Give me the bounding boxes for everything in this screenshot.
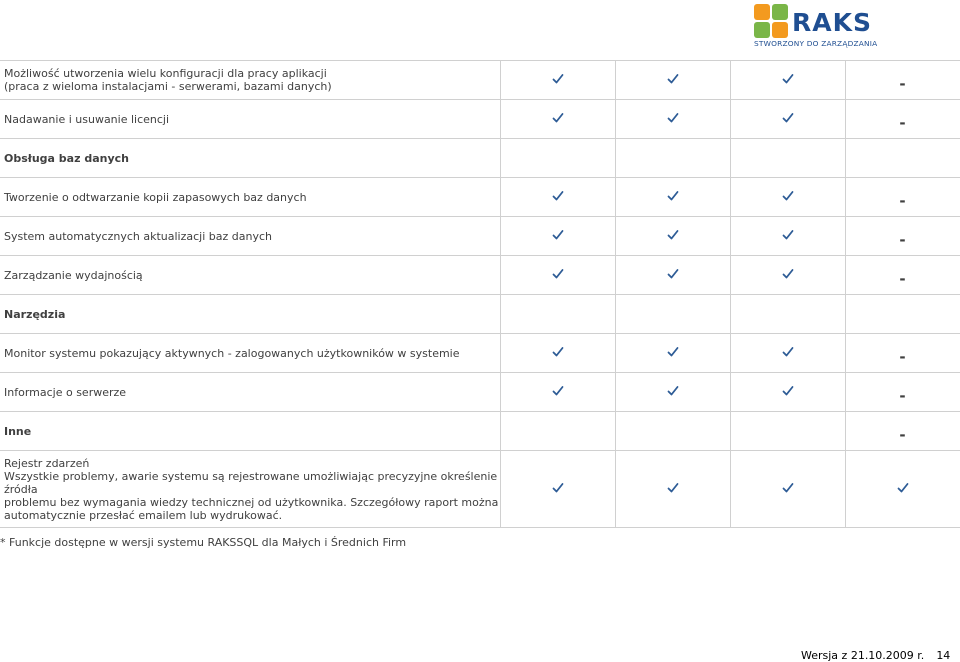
availability-cell <box>845 295 960 334</box>
check-icon <box>782 73 794 88</box>
feature-label-line: Informacje o serwerze <box>4 385 127 399</box>
availability-cell <box>615 256 730 295</box>
feature-label-line: Możliwość utworzenia wielu konfiguracji dla pracy aplikacji <box>4 67 327 80</box>
availability-cell <box>500 217 615 256</box>
availability-cell <box>845 139 960 178</box>
not-available-mark: - <box>899 192 906 210</box>
feature-label-line: (praca z wieloma instalacjami - serwerami, bazami danych) <box>4 80 332 93</box>
table-row <box>0 217 960 256</box>
availability-cell <box>500 334 615 373</box>
check-icon <box>667 268 679 283</box>
availability-cell <box>845 256 960 295</box>
table-row <box>0 451 960 528</box>
section-heading: Obsługa baz danych <box>0 139 500 178</box>
table-row <box>0 100 960 139</box>
page-number: 14 <box>936 649 951 662</box>
feature-comparison-table <box>0 60 960 528</box>
availability-cell <box>615 61 730 100</box>
page-footer <box>801 649 950 662</box>
availability-cell <box>730 256 845 295</box>
availability-cell <box>845 100 960 139</box>
availability-cell <box>730 61 845 100</box>
availability-cell <box>615 178 730 217</box>
feature-label-line: Rejestr zdarzeń <box>4 456 90 470</box>
availability-cell <box>845 61 960 100</box>
availability-cell <box>730 100 845 139</box>
not-available-mark: - <box>899 270 906 288</box>
raks-logo <box>752 2 908 50</box>
availability-cell <box>500 100 615 139</box>
feature-label-line: Monitor systemu pokazujący aktywnych - zalogowanych użytkowników w systemie <box>4 346 460 360</box>
not-available-mark: - <box>899 231 906 249</box>
feature-label <box>0 256 500 295</box>
check-icon <box>897 482 909 497</box>
check-icon <box>667 112 679 127</box>
check-icon <box>552 482 564 497</box>
availability-cell <box>730 139 845 178</box>
feature-label <box>0 61 500 100</box>
feature-label-line: automatycznie przesłać emailem lub wydrukować. <box>4 508 283 522</box>
section-row <box>0 139 960 178</box>
not-available-mark: - <box>899 75 906 93</box>
check-icon <box>552 385 564 400</box>
check-icon <box>782 346 794 361</box>
availability-cell <box>845 373 960 412</box>
table-row <box>0 178 960 217</box>
check-icon <box>667 385 679 400</box>
check-icon <box>667 346 679 361</box>
availability-cell <box>615 334 730 373</box>
check-icon <box>782 112 794 127</box>
logo-wordmark: RAKS <box>792 8 872 37</box>
version-date: Wersja z 21.10.2009 r. <box>801 649 925 662</box>
check-icon <box>667 73 679 88</box>
availability-cell <box>615 139 730 178</box>
check-icon <box>552 229 564 244</box>
table-row <box>0 373 960 412</box>
availability-cell <box>500 139 615 178</box>
availability-cell <box>500 373 615 412</box>
availability-cell <box>615 217 730 256</box>
availability-cell <box>730 178 845 217</box>
check-icon <box>782 190 794 205</box>
availability-cell <box>730 412 845 451</box>
feature-label-line: problemu bez wymagania wiedzy technicznej od użytkownika. Szczegółowy raport można <box>4 495 499 509</box>
table-row <box>0 256 960 295</box>
footnote: * Funkcje dostępne w wersji systemu RAKSSQL dla Małych i Średnich Firm <box>0 536 407 549</box>
availability-cell <box>845 412 960 451</box>
feature-label <box>0 100 500 139</box>
not-available-mark: - <box>899 114 906 132</box>
check-icon <box>782 268 794 283</box>
availability-cell <box>500 61 615 100</box>
availability-cell <box>845 451 960 528</box>
availability-cell <box>730 373 845 412</box>
check-icon <box>782 482 794 497</box>
not-available-mark: - <box>899 387 906 405</box>
availability-cell <box>500 295 615 334</box>
feature-label <box>0 217 500 256</box>
feature-label <box>0 373 500 412</box>
feature-label-line: System automatycznych aktualizacji baz danych <box>4 229 273 243</box>
availability-cell <box>730 334 845 373</box>
not-available-mark: - <box>899 426 906 444</box>
section-heading: Narzędzia <box>0 295 500 334</box>
feature-label <box>0 178 500 217</box>
availability-cell <box>845 178 960 217</box>
check-icon <box>552 73 564 88</box>
section-row <box>0 295 960 334</box>
availability-cell <box>730 295 845 334</box>
availability-cell <box>615 451 730 528</box>
check-icon <box>782 229 794 244</box>
check-icon <box>552 190 564 205</box>
feature-label <box>0 334 500 373</box>
check-icon <box>667 482 679 497</box>
availability-cell <box>500 178 615 217</box>
section-heading: Inne <box>0 412 500 451</box>
feature-label-line: Zarządzanie wydajnością <box>4 268 143 282</box>
availability-cell <box>500 412 615 451</box>
check-icon <box>552 268 564 283</box>
availability-cell <box>500 451 615 528</box>
availability-cell <box>615 295 730 334</box>
check-icon <box>552 112 564 127</box>
logo-tagline: STWORZONY DO ZARZĄDZANIA <box>754 39 878 48</box>
feature-label <box>0 451 500 528</box>
table-row <box>0 61 960 100</box>
check-icon <box>667 190 679 205</box>
table-row <box>0 334 960 373</box>
availability-cell <box>845 334 960 373</box>
feature-label-line: Wszystkie problemy, awarie systemu są rejestrowane umożliwiając precyzyjne określenie źródła <box>4 469 498 496</box>
logo-squares-icon <box>754 4 790 40</box>
availability-cell <box>845 217 960 256</box>
section-row <box>0 412 960 451</box>
check-icon <box>667 229 679 244</box>
availability-cell <box>615 412 730 451</box>
check-icon <box>552 346 564 361</box>
availability-cell <box>730 451 845 528</box>
availability-cell <box>615 373 730 412</box>
availability-cell <box>500 256 615 295</box>
not-available-mark: - <box>899 348 906 366</box>
check-icon <box>782 385 794 400</box>
availability-cell <box>615 100 730 139</box>
feature-label-line: Nadawanie i usuwanie licencji <box>4 112 170 126</box>
feature-label-line: Tworzenie o odtwarzanie kopii zapasowych baz danych <box>4 190 307 204</box>
availability-cell <box>730 217 845 256</box>
